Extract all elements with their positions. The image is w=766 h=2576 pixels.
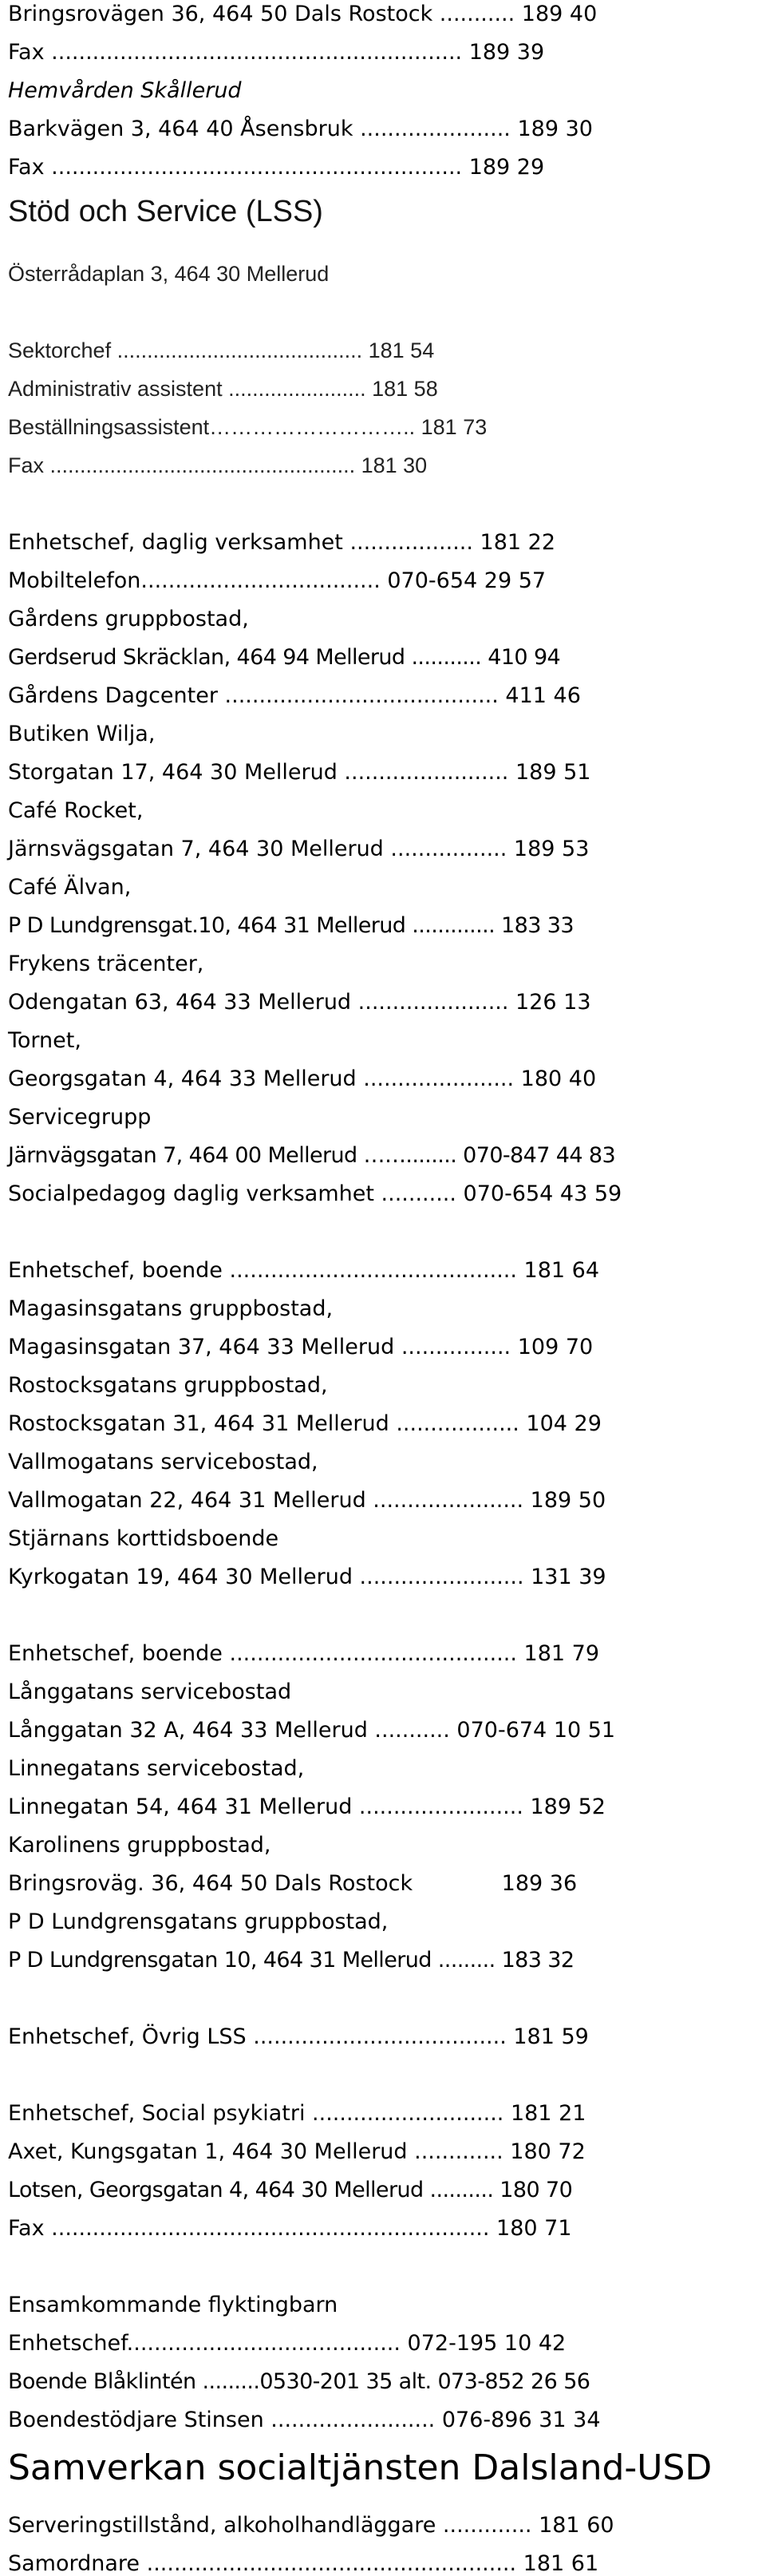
section-address: Österrådaplan 3, 464 30 Mellerud <box>8 262 330 286</box>
entry-boendestodjare-stinsen: Boendestödjare Stinsen ........................ 076-896 31 34 <box>8 2408 601 2432</box>
entry-label: Café Älvan, <box>8 875 132 900</box>
subheading-hemvarden-skallerud: Hemvården Skållerud <box>8 78 242 103</box>
entry-enhetschef-boende: Enhetschef, boende .......................................... 181 64 <box>8 1258 600 1283</box>
entry-address: Gerdserud Skräcklan, 464 94 Mellerud ........... 410 94 <box>8 645 561 670</box>
entry-address: Långgatan 32 A, 464 33 Mellerud ........... 070-674 10 51 <box>8 1718 616 1743</box>
entry-address: Linnegatan 54, 464 31 Mellerud ........................ 189 52 <box>8 1794 606 1819</box>
entry-address: Järnsvägsgatan 7, 464 30 Mellerud ................. 189 53 <box>8 837 590 861</box>
entry-gardens-dagcenter: Gårdens Dagcenter ........................................ 411 46 <box>8 683 581 708</box>
entry-enhetschef-daglig: Enhetschef, daglig verksamhet .................. 181 22 <box>8 530 556 555</box>
entry-label: Långgatans servicebostad <box>8 1680 292 1704</box>
entry-fax: Fax ................................................................ 180 71 <box>8 2216 572 2241</box>
entry-address: Bringsroväg. 36, 464 50 Dals Rostock 189 36 <box>8 1871 578 1896</box>
entry-enhetschef-social-psykiatri: Enhetschef, Social psykiatri ............................ 181 21 <box>8 2101 586 2126</box>
entry-address: P D Lundgrensgatan 10, 464 31 Mellerud ......... 183 32 <box>8 1948 574 1973</box>
entry-address: Vallmogatan 22, 464 31 Mellerud ...................... 189 50 <box>8 1488 606 1513</box>
entry-label: Tornet, <box>8 1028 81 1053</box>
entry-label: Vallmogatans servicebostad, <box>8 1450 318 1474</box>
entry-lotsen: Lotsen, Georgsgatan 4, 464 30 Mellerud .......... 180 70 <box>8 2178 573 2202</box>
entry-label: Stjärnans korttidsboende <box>8 1526 279 1551</box>
entry-address: Kyrkogatan 19, 464 30 Mellerud ........................ 131 39 <box>8 1565 606 1589</box>
entry-address: Storgatan 17, 464 30 Mellerud ........................ 189 51 <box>8 760 591 785</box>
entry-address: Georgsgatan 4, 464 33 Mellerud ...................... 180 40 <box>8 1066 597 1091</box>
entry-administrativ-assistent: Administrativ assistent ....................... 181 58 <box>8 377 438 401</box>
entry-axet: Axet, Kungsgatan 1, 464 30 Mellerud ............. 180 72 <box>8 2139 586 2164</box>
entry-sektorchef: Sektorchef ......................................... 181 54 <box>8 338 435 362</box>
entry-address: Rostocksgatan 31, 464 31 Mellerud .................. 104 29 <box>8 1411 602 1436</box>
entry-label: Karolinens gruppbostad, <box>8 1833 271 1858</box>
entry-address: Magasinsgatan 37, 464 33 Mellerud ................ 109 70 <box>8 1335 594 1359</box>
subheading-ensamkommande: Ensamkommande flyktingbarn <box>8 2293 338 2317</box>
entry-label: Frykens träcenter, <box>8 952 204 976</box>
entry-serveringstillstand: Serveringstillstånd, alkoholhandläggare ............. 181 60 <box>8 2513 614 2538</box>
entry-label: Rostocksgatans gruppbostad, <box>8 1373 328 1398</box>
entry-enhetschef-ovrig-lss: Enhetschef, Övrig LSS ..................................... 181 59 <box>8 2024 589 2049</box>
entry-label: P D Lundgrensgatans gruppbostad, <box>8 1909 389 1934</box>
entry-address: Järnvägsgatan 7, 464 00 Mellerud ……........ 070-847 44 83 <box>8 1143 616 1168</box>
entry-bestallningsassistent: Beställningsassistent……………………….. 181 73 <box>8 415 488 439</box>
entry-address: P D Lundgrensgat.10, 464 31 Mellerud ............. 183 33 <box>8 913 574 938</box>
entry-boende-blaklinten: Boende Blåklintén .........0530-201 35 alt. 073-852 26 56 <box>8 2369 590 2394</box>
entry-enhetschef-boende: Enhetschef, boende .......................................... 181 79 <box>8 1641 600 1666</box>
entry-samordnare: Samordnare ...................................................... 181 61 <box>8 2551 599 2576</box>
entry-fax: Fax ............................................................ 189 39 <box>8 40 545 65</box>
section-heading-samverkan: Samverkan socialtjänsten Dalsland-USD <box>8 2447 713 2488</box>
entry-label: Butiken Wilja, <box>8 722 156 746</box>
section-heading-lss: Stöd och Service (LSS) <box>8 195 323 228</box>
entry-label: Magasinsgatans gruppbostad, <box>8 1296 334 1321</box>
entry-mobiltelefon: Mobiltelefon................................... 070-654 29 57 <box>8 568 547 593</box>
entry-socialpedagog: Socialpedagog daglig verksamhet ........... 070-654 43 59 <box>8 1181 622 1206</box>
entry-barkvagen: Barkvägen 3, 464 40 Åsensbruk ...................... 189 30 <box>8 117 593 141</box>
entry-label: Gårdens gruppbostad, <box>8 607 249 631</box>
entry-label: Servicegrupp <box>8 1105 152 1130</box>
entry-label: Café Rocket, <box>8 798 144 823</box>
entry-address: Odengatan 63, 464 33 Mellerud ...................... 126 13 <box>8 990 591 1015</box>
entry-fax: Fax ............................................................ 189 29 <box>8 155 545 180</box>
entry-enhetschef: Enhetschef........................................ 072-195 10 42 <box>8 2331 567 2356</box>
entry-bringsrovagen: Bringsrovägen 36, 464 50 Dals Rostock ........... 189 40 <box>8 2 598 26</box>
entry-label: Linnegatans servicebostad, <box>8 1756 305 1781</box>
entry-fax: Fax ................................................... 181 30 <box>8 453 428 477</box>
